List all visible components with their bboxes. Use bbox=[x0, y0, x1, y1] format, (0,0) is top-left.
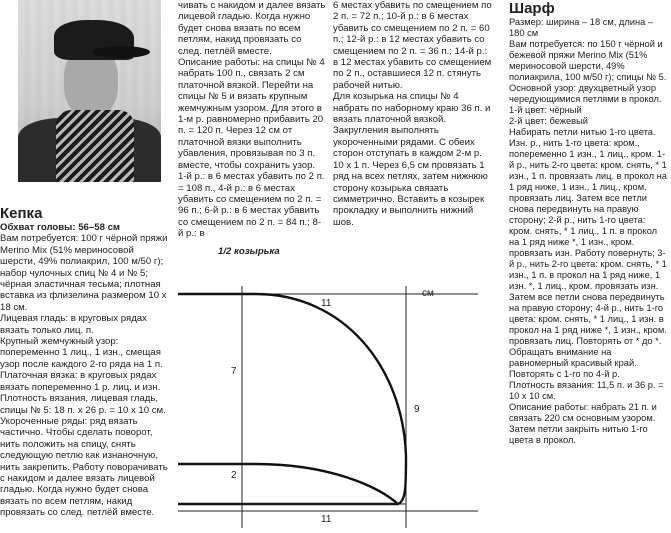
cap-title: Кепка bbox=[0, 205, 43, 222]
scarf-gauge: Плотность вязания: 11,5 п. и 36 р. = 10 x 10 см. bbox=[509, 380, 664, 401]
visor-description: Для козырька на спицы № 4 набрать по наборному краю 36 п. и вязать платочной вязкой. Закругления выполнять укороченными рядами. С обеих сторон отступать в каждом 2-м р. 10 х 1 п. Через 6,5 см провязать 1 ряд на всех петлях, затем нижнюю сторону козырька связать симметрично. Вставить в козырек прокладку и выполнить нижний шов. bbox=[333, 91, 491, 228]
dim-unit: см bbox=[422, 288, 434, 299]
dim-left-upper: 7 bbox=[231, 366, 237, 377]
cap-gauge: Плотность вязания, лицевая гладь, спицы № 5: 18 п. x 26 р. = 10 x 10 см. bbox=[0, 393, 166, 416]
scarf-rows: Изн. р., нить 1-го цвета: кром., попеременно 1 изн., 1 лиц., кром. 1-й р., нить 2-го цвета: кром. снять, * 1 изн., 1 п. провязать лиц. в прокол на 1 ряд ниже, 1 изн., 1 лиц., кром. провязать лиц. Затем все петли снова передвинуть на правую сторону; 2-й р., нить 1-го цвета: кром. снять, * 1 лиц., 1 п. в прокол на 1 ряд ниже *, 1 изн., кром. провязать изн. Работу повернуть; 3-й р., нить 2-го цвета: кром. снять, * 1 изн., 1 п. в прокол на 1 ряд ниже, 1 изн. *, 1 лиц., кром. провязать изн. Затем все петли снова передвинуть на правую сторону; 4-й р., нить 1-го цвета: кром. снять, * 1 лиц., 1 изн. в прокол на 1 ряд ниже *, 1 изн., кром. провязать лиц. Повторять от * до *. Обращать внимание на равномерный красивый край. Повторять с 1-го по 4-й р. bbox=[509, 138, 667, 379]
cap-moss-stitch: Крупный жемчужный узор: попеременно 1 лиц., 1 изн., смещая узор после каждого 2-го ряда на 1 п. bbox=[0, 336, 163, 370]
cap-stockinette: Лицевая гладь: в круговых рядах вязать только лиц. п. bbox=[0, 313, 147, 336]
cap-decreases-cont: 6 местах убавить по смещением по 2 п. = 72 п.; 10-й р.: в 6 местах убавить со смещением по 2 п. = 60 п.; 12-й р.: в 12 местах убавить со смещением по 2 п. = 36 п.; 14-й р.: в 12 местах убавить со смещением по 2 п., оставшиеся 12 п. стянуть рабочей нитью. bbox=[333, 0, 492, 91]
photo-man-cap-scarf bbox=[18, 0, 161, 182]
cap-section bbox=[0, 205, 168, 519]
dim-right: 9 bbox=[414, 404, 420, 415]
visor-diagram bbox=[178, 246, 510, 528]
scarf-main-pattern: Основной узор: двухцветный узор чередующимися петлями в прокол. 1-й цвет: чёрный bbox=[509, 83, 662, 115]
visor-diagram-svg bbox=[178, 246, 510, 528]
cap-decreases: 1-й р.: в 6 местах убавить по 2 п. = 108 п., 4-й р.: в 6 местах убавить со смещением по 2 п. = 96 п.; 6-й р.: в 6 местах убавить со смещением по 2 п. = 84 п.; 8-й р.: в bbox=[178, 171, 325, 240]
scarf-work-description: Описание работы: набрать 21 п. и связать 220 см основным узором. Затем петли закрыть нитью 1-го цвета в прокол. bbox=[509, 402, 657, 445]
cap-instructions-col2 bbox=[333, 0, 493, 228]
cap-head-size: Обхват головы: 56–58 см bbox=[0, 222, 121, 233]
dim-bottom: 11 bbox=[321, 514, 332, 525]
cap-work-description: Описание работы: на спицы № 4 набрать 100 п., связать 2 см платочной вязкой. Перейти на спицы № 5 и вязать крупным жемчужным узором. Для этого в 1-м р. равномерно прибавить 20 п. = 120 п. Через 12 см от платочной вязки выполнить убавления, провязывая по 3 п. вместе, чтобы сохранить узор. bbox=[178, 57, 325, 171]
scarf-size: Размер: ширина – 18 см, длина – 180 см bbox=[509, 17, 654, 38]
cap-materials: Вам потребуется: 100 г чёрной пряжи Merino Mix (51% мериносовой шерсти, 49% полиакрил, 100 м/50 г); набор чулочных спиц № 4 и № 5; чёрная эластичная тесьма; плотная вставка из флизелина размером 10 х 18 см. bbox=[0, 233, 168, 313]
dim-top: 11 bbox=[321, 298, 332, 309]
scarf-materials: Вам потребуется: по 150 г чёрной и бежевой пряжи Merino Mix (51% мериносовой шерсти, 49% полиакрила, 100 м/50 г); спицы № 5. bbox=[509, 39, 667, 82]
scarf-color2: 2-й цвет: бежевый bbox=[509, 116, 588, 126]
cap-short-rows: Укороченные ряды: ряд вязать частично. Чтобы сделать поворот, нить положить на спицу, снять следующую петлю как изнаночную, нить закрепить. Работу поворачивать с накидом и далее вязать лицевой гладью. Когда нужно будет снова вязать по всем петлям, накид провязать со след. петлёй вместе. bbox=[0, 415, 168, 519]
cap-instructions-col bbox=[178, 0, 326, 240]
short-rows-cont: чивать с накидом и далее вязать лицевой гладью. Когда нужно будет снова вязать по всем петлям, накид провязать со след. петлёй вместе. bbox=[178, 0, 326, 57]
dim-left-lower: 2 bbox=[231, 470, 237, 481]
scarf-title: Шарф bbox=[509, 0, 555, 17]
scarf-section bbox=[509, 0, 669, 446]
scarf-cast-on: Набирать петли нитью 1-го цвета. bbox=[509, 127, 656, 137]
cap-garter: Платочная вязка: в круговых рядах вязать попеременно 1 р. лиц. и изн. bbox=[0, 370, 161, 393]
diagram-title: 1/2 козырька bbox=[218, 246, 280, 257]
